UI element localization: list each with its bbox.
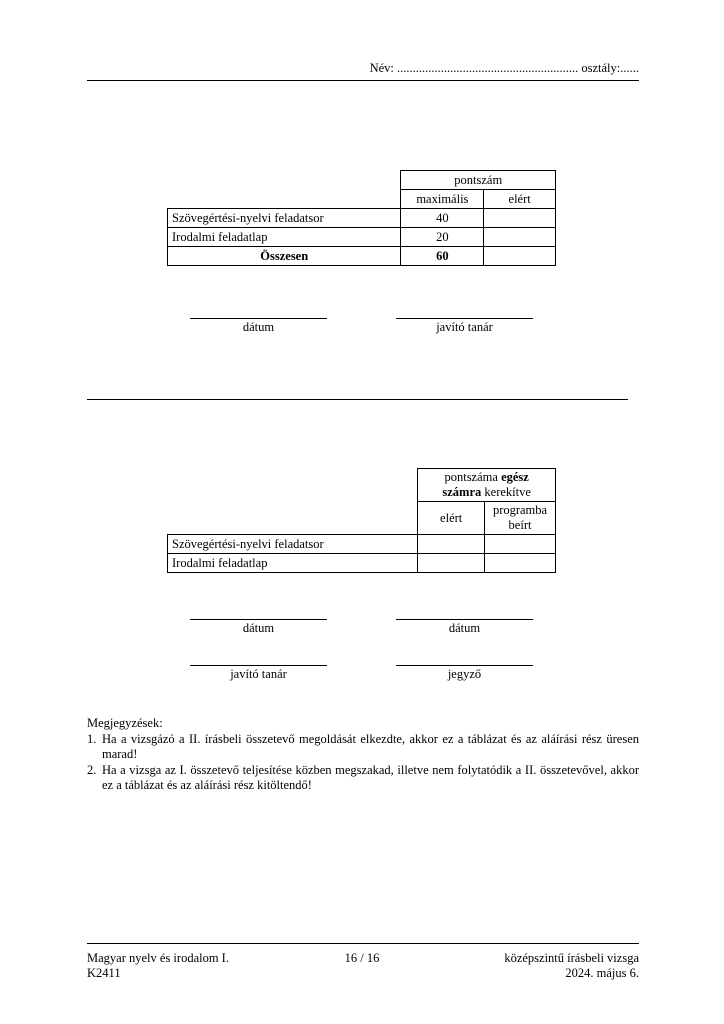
row-label: Irodalmi feladatlap (168, 554, 418, 573)
signature-label-notary: jegyző (447, 667, 482, 681)
footer-page-number: 16 / 16 (344, 951, 380, 965)
row-label: Szövegértési-nyelvi feladatsor (168, 535, 418, 554)
footer-exam-level: középszintű írásbeli vizsga (504, 951, 639, 965)
footer-rule (87, 943, 639, 944)
row-max: 40 (401, 209, 484, 228)
row-entered-cell[interactable] (485, 535, 556, 554)
table-row (168, 554, 556, 573)
notes-title: Megjegyzések: (87, 716, 163, 730)
row-achieved-cell[interactable] (484, 228, 556, 247)
footer-code: K2411 (87, 966, 121, 980)
note-text: Ha a vizsga az I. összetevő teljesítése közben megszakad, illetve nem folytatódik a II. összetevővel, akkor ez a táblázat és az aláírási rész kitöltendő! (102, 762, 639, 792)
signature-line-teacher (396, 318, 533, 319)
footer-date: 2024. május 6. (565, 966, 639, 980)
signature-line-notary (396, 665, 533, 666)
notes-section (87, 716, 639, 794)
table1-group-header: pontszám (401, 171, 556, 190)
total-achieved-cell[interactable] (484, 247, 556, 266)
signature-line-date (190, 619, 327, 620)
signature-line-date (190, 318, 327, 319)
list-item (87, 732, 639, 763)
table-row (168, 535, 556, 554)
score-table-max (167, 170, 556, 266)
table1-col-achieved: elért (484, 190, 556, 209)
total-row (168, 247, 556, 266)
signature-label-date: dátum (242, 320, 275, 334)
signature-label-date: dátum (448, 621, 481, 635)
section-separator (87, 399, 628, 400)
table2-col-entered: programba beírt (485, 502, 556, 535)
signature-label-teacher: javító tanár (436, 320, 493, 334)
row-label: Irodalmi feladatlap (168, 228, 401, 247)
note-text: Ha a vizsgázó a II. írásbeli összetevő megoldását elkezdte, akkor ez a táblázat és az aláírási rész üresen marad! (102, 731, 639, 761)
signature-line-teacher (190, 665, 327, 666)
row-achieved-cell[interactable] (418, 554, 485, 573)
total-label: Összesen (168, 247, 401, 266)
table2-group-header: pontszáma egész számra kerekítve (418, 469, 556, 502)
note-number: 1. (87, 731, 97, 746)
row-label: Szövegértési-nyelvi feladatsor (168, 209, 401, 228)
note-number: 2. (87, 762, 97, 777)
table2-col-achieved: elért (418, 502, 485, 535)
list-item (87, 763, 639, 794)
row-achieved-cell[interactable] (484, 209, 556, 228)
row-achieved-cell[interactable] (418, 535, 485, 554)
footer-subject: Magyar nyelv és irodalom I. (87, 951, 229, 965)
table-row (168, 209, 556, 228)
table1-col-max: maximális (401, 190, 484, 209)
score-table-rounded (167, 468, 556, 573)
total-max: 60 (401, 247, 484, 266)
table-row (168, 228, 556, 247)
name-class-field: Név: .......................................................... osztály:...... (369, 61, 639, 75)
row-max: 20 (401, 228, 484, 247)
row-entered-cell[interactable] (485, 554, 556, 573)
signature-label-date: dátum (242, 621, 275, 635)
signature-label-teacher: javító tanár (230, 667, 287, 681)
signature-line-date (396, 619, 533, 620)
header-rule (87, 80, 639, 81)
